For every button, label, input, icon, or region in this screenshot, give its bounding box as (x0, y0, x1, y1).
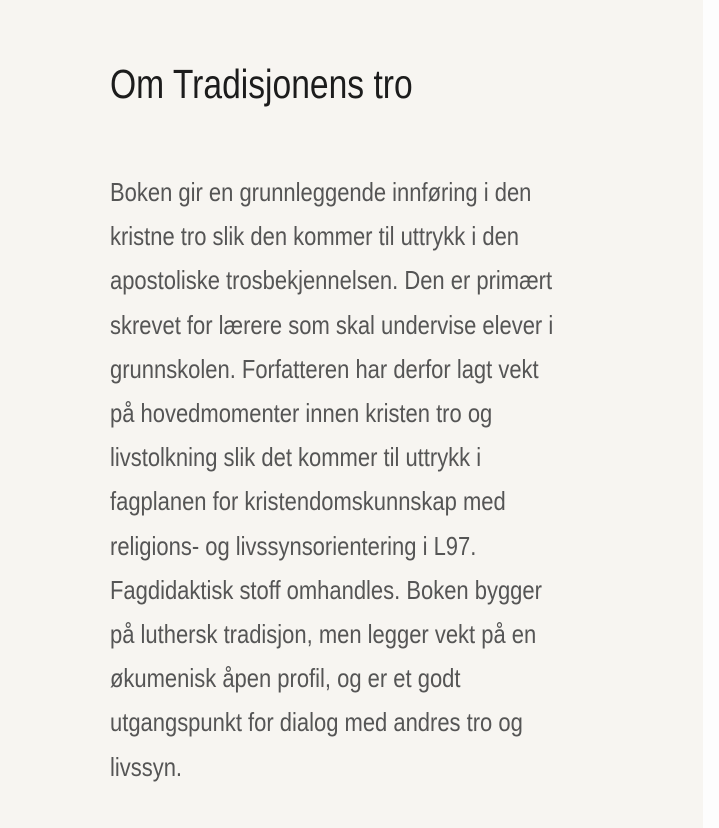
body-line: grunnskolen. Forfatteren har derfor lagt vekt (110, 353, 539, 384)
body-line: økumenisk åpen profil, og er et godt (110, 663, 461, 694)
window-right-edge (703, 0, 719, 828)
body-line: Boken gir en grunnleggende innføring i den (110, 177, 532, 207)
article-title: Om Tradisjonens tro (110, 61, 413, 107)
body-line: apostoliske trosbekjennelsen. Den er primært (110, 265, 553, 296)
article (110, 58, 580, 789)
body-line: livstolkning slik det kommer til uttrykk i (110, 442, 482, 473)
body-line: på hovedmomenter innen kristen tro og (110, 398, 493, 429)
article-body (110, 170, 580, 789)
body-line: Fagdidaktisk stoff omhandles. Boken bygger (110, 574, 542, 605)
body-line: fagplanen for kristendomskunnskap med (110, 486, 506, 517)
body-line: religions- og livssynsorientering i L97. (110, 530, 477, 561)
body-line: kristne tro slik den kommer til uttrykk i den (110, 221, 520, 252)
body-line: livssyn. (110, 751, 183, 782)
body-line: skrevet for lærere som skal undervise elever i (110, 309, 554, 340)
body-line: utgangspunkt for dialog med andres tro og (110, 707, 523, 738)
body-line: på luthersk tradisjon, men legger vekt på en (110, 619, 537, 650)
